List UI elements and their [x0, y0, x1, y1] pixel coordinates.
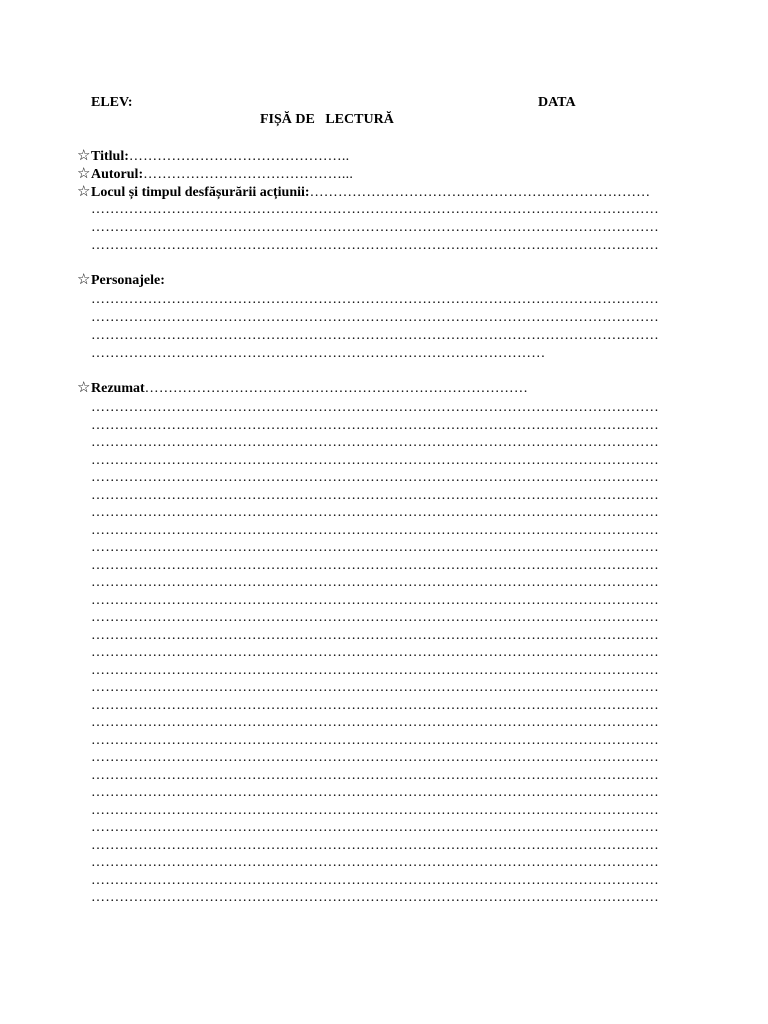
dotted-line: …………………………………………………………………………………………………………	[91, 417, 659, 433]
dotted-line: …………………………………………………………………………………………………………	[91, 202, 659, 217]
dotted-line: …………………………………………………………………………………………………………	[91, 732, 659, 748]
dotted-line: …………………………………………………………………………………………………………	[91, 697, 659, 713]
dotted-line: …………………………………………………………………………………………………………	[91, 820, 659, 835]
dotted-line: …………………………………………………………………………………………………………	[91, 310, 659, 325]
dotted-line: …………………………………………………………………………………………………………	[91, 750, 659, 765]
dotted-line: …………………………………………………………………………………………………………	[91, 785, 659, 800]
dotted-line: …………………………………………………………………………………………………………	[91, 238, 659, 253]
dotted-line: …………………………………………………………………………………………………………	[91, 505, 659, 520]
dotted-line: …………………………………………………………………………………………………………	[91, 575, 659, 590]
dotted-line: …………………………………………………………………………………………………………	[91, 400, 659, 415]
summary-field	[77, 380, 528, 397]
dotted-line: …………………………………………………………………………………………………………	[91, 328, 659, 343]
setting-field	[77, 184, 650, 201]
dotted-line: …………………………………………………………………………………………………………	[91, 890, 659, 905]
star-icon: ☆	[77, 166, 91, 182]
star-icon: ☆	[77, 148, 91, 164]
dotted-line: …………………………………………………………………………………………………………	[91, 645, 659, 660]
dotted-line: …………………………………………………………………………………………………………	[91, 540, 659, 555]
dotted-line: …………………………………………………………………………………………………………	[91, 592, 659, 608]
characters-field-label: Personajele:	[91, 273, 165, 288]
dotted-line: …………………………………………………………………………………………………………	[91, 557, 659, 573]
star-icon: ☆	[77, 272, 91, 288]
page-title: FIȘĂ DE LECTURĂ	[260, 112, 394, 127]
title-field-dots: ………………………………………..	[128, 149, 350, 164]
dotted-line: …………………………………………………………………………………………………………	[91, 837, 659, 853]
star-icon: ☆	[77, 380, 91, 396]
dotted-line: …………………………………………………………………………………………………………	[91, 220, 659, 235]
star-icon: ☆	[77, 184, 91, 200]
dotted-line: …………………………………………………………………………………………………………	[91, 872, 659, 888]
dotted-line-short: ……………………………………………………………………………………	[91, 346, 546, 361]
date-label: DATA	[538, 95, 576, 110]
dotted-line: …………………………………………………………………………………………………………	[91, 292, 659, 307]
author-field	[77, 166, 353, 183]
dotted-line: …………………………………………………………………………………………………………	[91, 610, 659, 625]
dotted-line: …………………………………………………………………………………………………………	[91, 715, 659, 730]
title-field-label: Titlul:	[91, 149, 129, 164]
title-field	[77, 148, 349, 165]
author-field-dots: ……………………………………...	[143, 167, 354, 182]
setting-field-dots: ………………………………………………………………	[309, 185, 651, 200]
dotted-line: …………………………………………………………………………………………………………	[91, 662, 659, 678]
dotted-line: …………………………………………………………………………………………………………	[91, 522, 659, 538]
characters-field	[77, 272, 165, 289]
author-field-label: Autorul:	[91, 167, 144, 182]
dotted-line: …………………………………………………………………………………………………………	[91, 767, 659, 783]
dotted-line: …………………………………………………………………………………………………………	[91, 452, 659, 468]
dotted-line: …………………………………………………………………………………………………………	[91, 470, 659, 485]
student-label: ELEV:	[91, 95, 133, 110]
dotted-line: …………………………………………………………………………………………………………	[91, 855, 659, 870]
dotted-line: …………………………………………………………………………………………………………	[91, 435, 659, 450]
dotted-line: …………………………………………………………………………………………………………	[91, 487, 659, 503]
dotted-line: …………………………………………………………………………………………………………	[91, 680, 659, 695]
setting-field-label: Locul și timpul desfășurării acțiunii:	[91, 185, 310, 200]
dotted-line: …………………………………………………………………………………………………………	[91, 802, 659, 818]
dotted-line: …………………………………………………………………………………………………………	[91, 627, 659, 643]
summary-field-label: Rezumat	[91, 381, 145, 396]
summary-field-dots: ………………………………………………………………………	[144, 381, 529, 396]
